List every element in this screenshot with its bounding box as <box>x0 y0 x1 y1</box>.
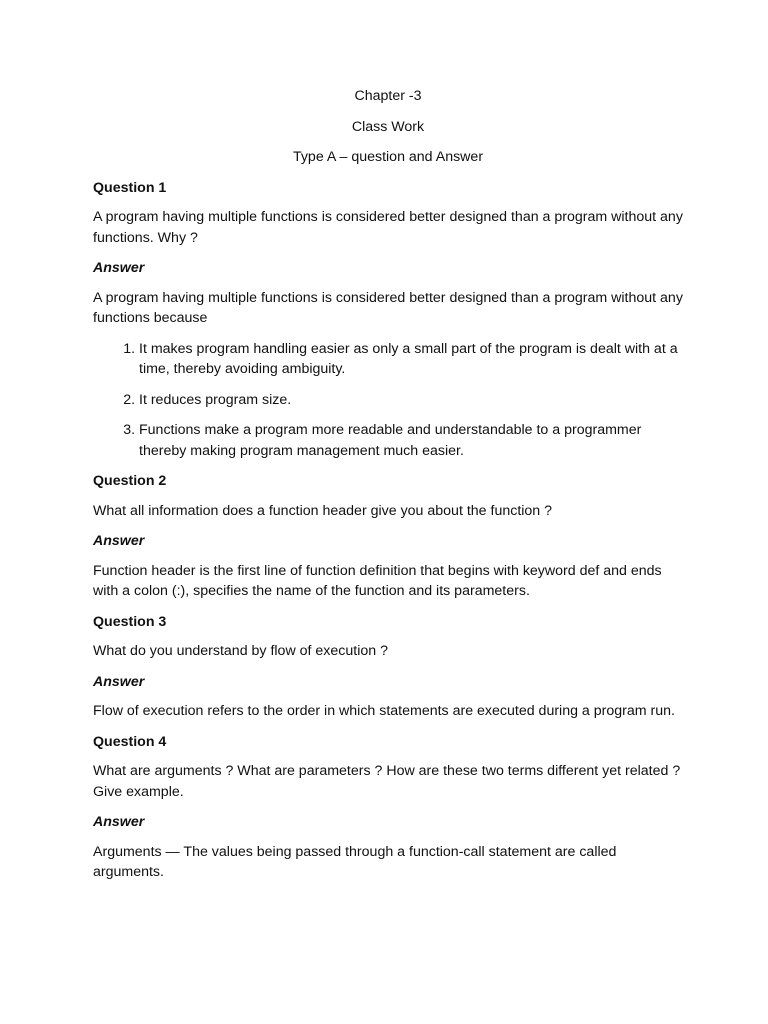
question-4-heading: Question 4 <box>93 733 167 750</box>
question-4-text: What are arguments ? What are parameters ? How are these two terms different yet related ? Give example. <box>93 763 681 800</box>
answer-1-intro: A program having multiple functions is considered better designed than a program without any functions because <box>93 289 683 326</box>
answer-1-list <box>93 339 683 462</box>
answer-1-label: Answer <box>93 260 145 276</box>
question-3-heading: Question 3 <box>93 613 167 630</box>
answer-2-text: Function header is the first line of function definition that begins with keyword def and ends with a colon (:), specifies the name of the function and its parameters. <box>93 562 662 599</box>
list-item: 2. It reduces program size. <box>139 390 683 411</box>
question-2-heading: Question 2 <box>93 473 167 489</box>
question-1-section <box>93 178 683 462</box>
class-work-title: Class Work <box>351 118 425 135</box>
answer-4-text: Arguments — The values being passed through a function-call statement are called arguments. <box>93 843 617 880</box>
answer-4-label: Answer <box>93 814 145 830</box>
question-1-heading: Question 1 <box>93 179 167 196</box>
answer-3-text: Flow of execution refers to the order in which statements are executed during a program run. <box>93 703 675 719</box>
type-title: Type A – question and Answer <box>292 149 484 165</box>
question-2-text: What all information does a function header give you about the function ? <box>93 502 553 519</box>
question-2-section <box>93 471 683 602</box>
chapter-title: Chapter -3 <box>354 88 422 104</box>
list-item: 1. It makes program handling easier as only a small part of the program is dealt with at a time, thereby avoiding ambiguity. <box>139 339 683 380</box>
question-1-text: A program having multiple functions is considered better designed than a program without any functions. Why ? <box>93 209 683 246</box>
document-page <box>93 86 683 893</box>
answer-3-label: Answer <box>93 673 145 690</box>
answer-2-label: Answer <box>93 533 145 549</box>
question-3-text: What do you understand by flow of execution ? <box>93 643 388 659</box>
question-3-section <box>93 612 683 722</box>
question-4-section <box>93 732 683 883</box>
list-item: 3. Functions make a program more readable and understandable to a programmer thereby making program management much easier. <box>139 420 683 461</box>
